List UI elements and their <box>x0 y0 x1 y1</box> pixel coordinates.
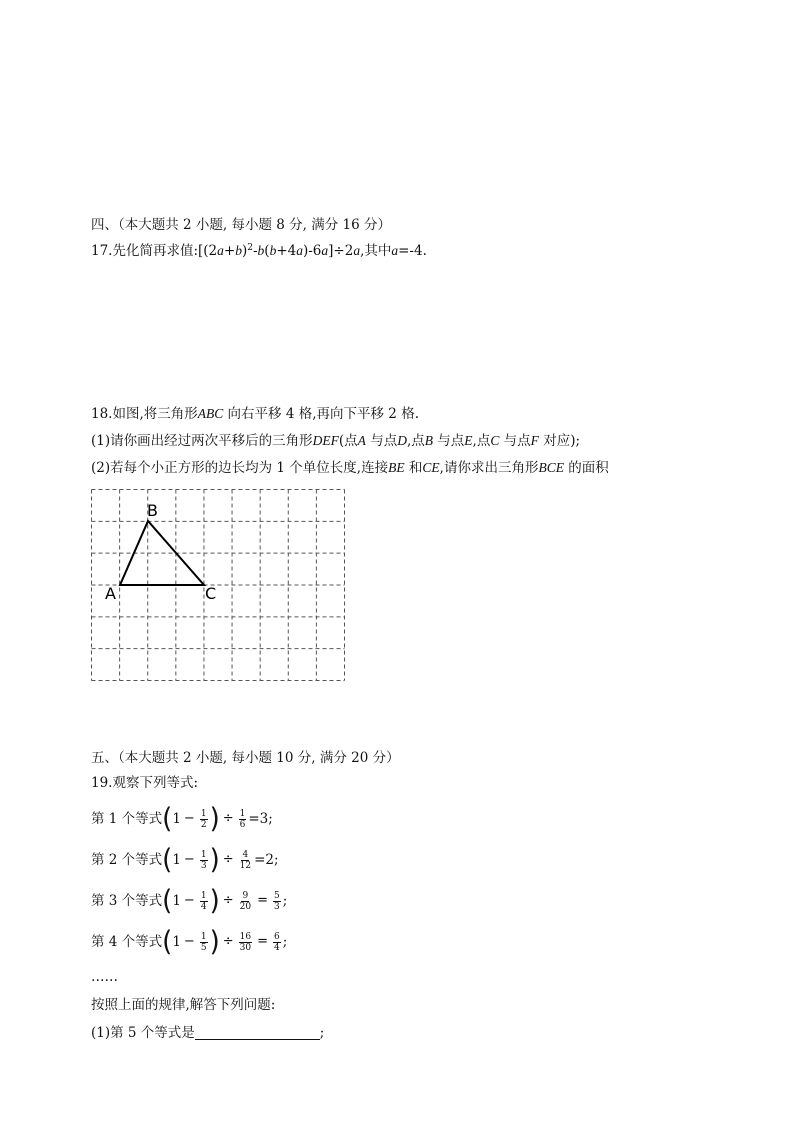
grid-figure <box>91 489 345 681</box>
left-paren: ( <box>162 844 173 876</box>
left-paren: ( <box>162 885 173 917</box>
fraction: $\frac{1}{2}$ <box>200 808 207 830</box>
right-paren: ) <box>209 926 220 958</box>
answer-blank[interactable] <box>195 1025 320 1040</box>
fraction: $\frac{9}{20}$ <box>239 890 252 912</box>
right-paren: ) <box>209 885 220 917</box>
fraction: $\frac{6}{4}$ <box>273 931 280 953</box>
fraction: $\frac{16}{30}$ <box>239 931 252 953</box>
equation-1: 第 1 个等式 ( 1 − $\frac{1}{2}$ ) ÷ $\frac{1}{6}$ =3; <box>91 803 273 835</box>
fraction: $\frac{1}{5}$ <box>200 931 207 953</box>
question-17: 17.先化简再求值$:[(2a+b)^2-b(b+4a)-6a]\div 2a$,其中a=-4. <box>91 243 427 259</box>
question-18-line-1: 18.如图,将三角形ABC 向右平移 4 格,再向下平移 2 格. <box>91 406 419 422</box>
question-18-line-3: (2)若每个小正方形的边长均为 1 个单位长度,连接BE 和CE,请你求出三角形BCE 的面积 <box>91 460 609 476</box>
sub-question-1: (1)第 5 个等式是 ; <box>91 1025 325 1041</box>
label-c: C <box>205 584 217 603</box>
label-a: A <box>105 584 116 603</box>
fraction: $\frac{1}{6}$ <box>239 808 246 830</box>
section-5-heading: 五、（本大题共 2 小题, 每小题 10 分, 满分 20 分） <box>91 750 400 766</box>
equation-3: 第 3 个等式 ( 1 − $\frac{1}{4}$ ) ÷ $\frac{9}{20}$ = $\frac{5}{3}$ ; <box>91 885 288 917</box>
label-b: B <box>147 501 158 520</box>
fraction: $\frac{5}{3}$ <box>273 890 280 912</box>
equation-4: 第 4 个等式 ( 1 − $\frac{1}{5}$ ) ÷ $\frac{16}{30}$ = $\frac{6}{4}$ ; <box>91 926 288 958</box>
right-paren: ) <box>209 803 220 835</box>
right-paren: ) <box>209 844 220 876</box>
ellipsis: …… <box>91 969 118 985</box>
equation-2: 第 2 个等式 ( 1 − $\frac{1}{3}$ ) ÷ $\frac{4}{12}$ =2; <box>91 844 279 876</box>
triangle-grid-svg <box>91 489 345 681</box>
fraction: $\frac{4}{12}$ <box>239 849 252 871</box>
left-paren: ( <box>162 926 173 958</box>
left-paren: ( <box>162 803 173 835</box>
section-4-heading: 四、（本大题共 2 小题, 每小题 8 分, 满分 16 分） <box>91 217 392 233</box>
fraction: $\frac{1}{3}$ <box>200 849 207 871</box>
instruction: 按照上面的规律,解答下列问题: <box>91 997 276 1013</box>
question-19-intro: 19.观察下列等式: <box>91 775 199 791</box>
fraction: $\frac{1}{4}$ <box>200 890 207 912</box>
question-18-line-2: (1)请你画出经过两次平移后的三角形DEF(点A 与点D,点B 与点E,点C 与点F 对应); <box>91 433 581 449</box>
